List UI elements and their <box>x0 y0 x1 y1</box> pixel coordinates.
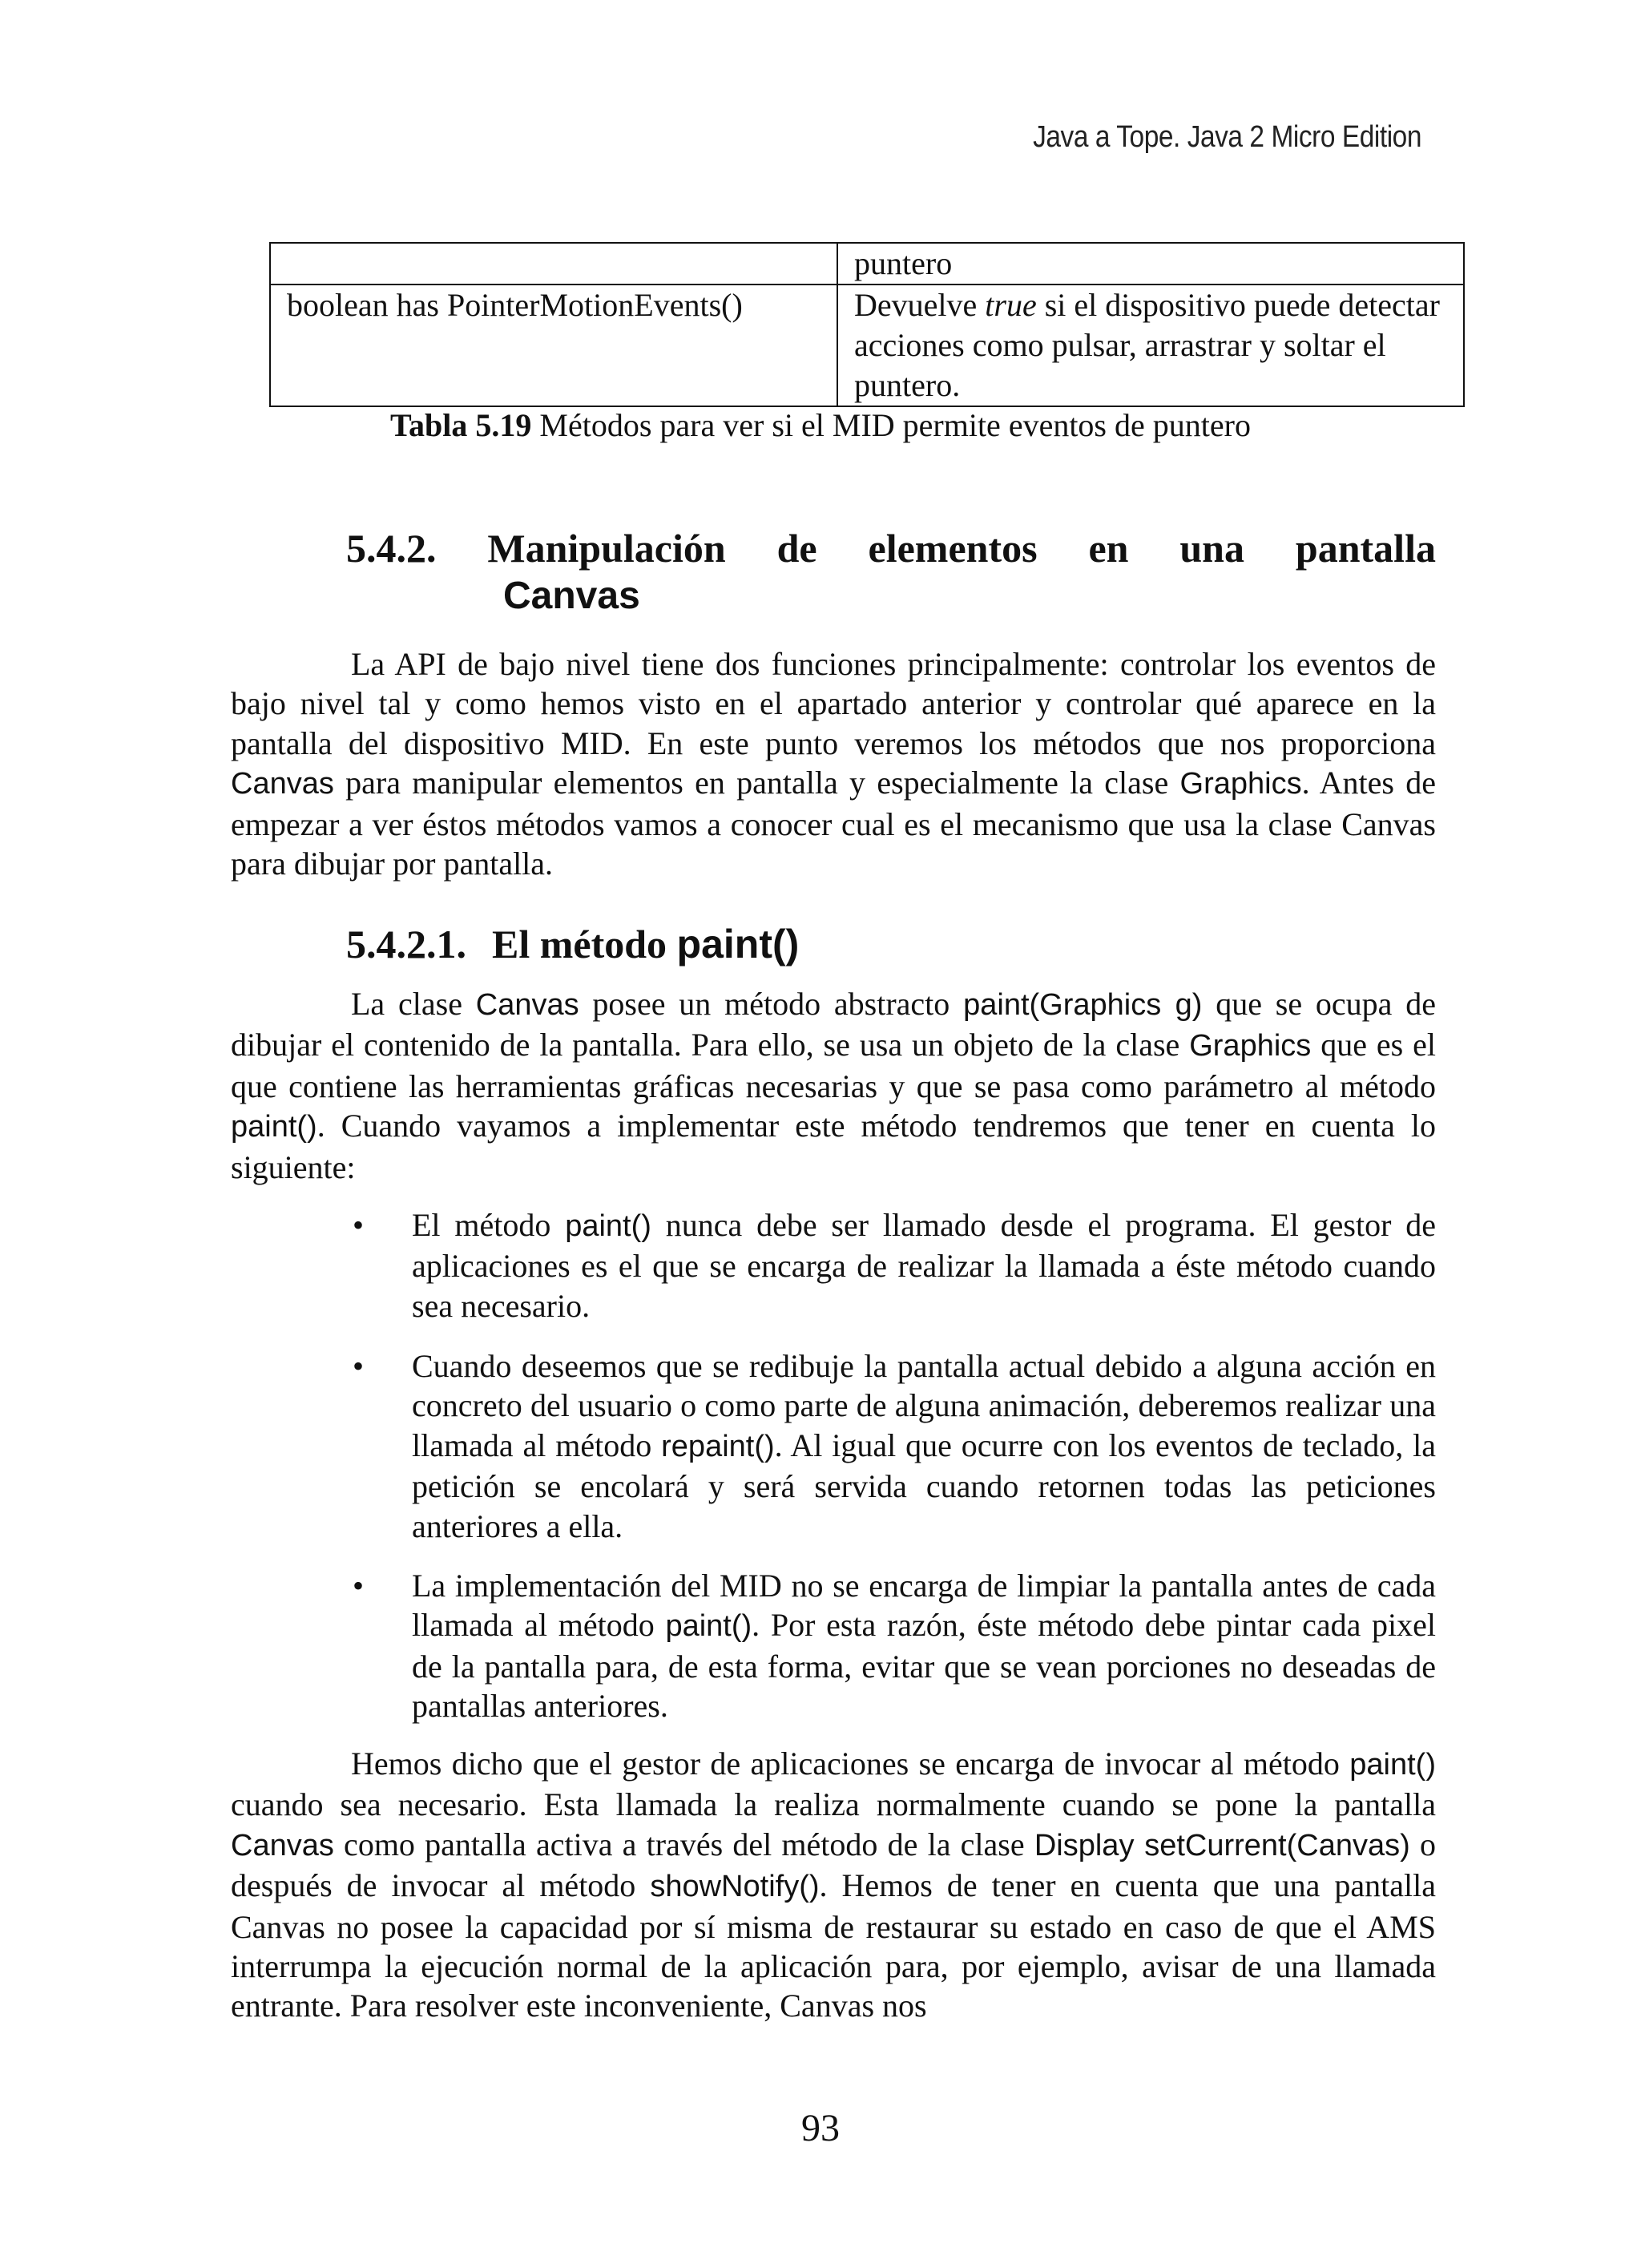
heading-word: elementos <box>868 526 1038 571</box>
bullet-icon: • <box>353 1348 365 1384</box>
text-run: . Hemos de tener en cuenta que una pantalla Canvas no posee la capacidad por sí misma de restaurar su estado en caso de que el AMS interrumpa la ejecución normal de la aplicación para, por ejemplo, avisar de una llamada entrante. Para resolver este inconveniente, Canvas nos <box>231 1867 1436 2024</box>
text-run: . Al igual que ocurre con los eventos de teclado, la petición se encolará y será servida cuando retornen todas las peticiones anteriores a ella. <box>412 1427 1437 1544</box>
code-term: paint(Graphics g) <box>963 988 1203 1022</box>
subsection-title: El método <box>492 922 677 967</box>
list-item <box>345 1566 1436 1726</box>
bullet-list <box>345 1566 1436 1726</box>
text-run: La API de bajo nivel tiene dos funciones principalmente: controlar los eventos de bajo nivel tal y como hemos visto en el apartado anterior y controlar qué aparece en la pantalla del dispositivo MID. En este punto veremos los métodos que nos proporciona <box>231 646 1436 761</box>
caption-label: Tabla 5.19 <box>390 407 532 443</box>
text-run: o después de invocar al método <box>231 1826 1436 1904</box>
code-term: paint() <box>676 922 800 967</box>
text-run: . Cuando vayamos a implementar este método tendremos que tener en cuenta lo siguiente: <box>231 1108 1436 1185</box>
text-run: . Por esta razón, éste método debe pintar cada pixel de la pantalla para, de esta forma, evitar que se vean porciones no deseadas de pantallas anteriores. <box>412 1607 1436 1725</box>
section-number: 5.4.2. <box>346 526 437 571</box>
code-term: paint() <box>1349 1748 1436 1782</box>
code-term: showNotify() <box>650 1870 820 1904</box>
table-cell-description <box>837 285 1464 406</box>
text-run: para manipular elementos en pantalla y especialmente la clase <box>333 765 1180 801</box>
bullet-list <box>345 1205 1436 1326</box>
subsection-number: 5.4.2.1. <box>346 922 466 967</box>
methods-table <box>269 242 1465 407</box>
caption-text: Métodos para ver si el MID permite eventos de puntero <box>531 407 1251 443</box>
text-run: como pantalla activa a través del método de la clase <box>333 1826 1034 1862</box>
text-run: que se ocupa de dibujar el contenido de la pantalla. Para ello, se usa un objeto de la clase <box>231 986 1436 1063</box>
code-term: Canvas <box>231 767 334 801</box>
text-run: La clase <box>351 986 476 1022</box>
heading-word: de <box>776 526 817 571</box>
section-title-line2: Canvas <box>503 575 640 617</box>
code-term: Graphics <box>1189 1029 1312 1063</box>
code-term: Graphics <box>1179 767 1302 801</box>
emphasis: true <box>985 287 1037 323</box>
text-run: cuando sea necesario. Esta llamada la realiza normalmente cuando se pone la pantalla <box>231 1786 1436 1823</box>
running-header: Java a Tope. Java 2 Micro Edition <box>1033 120 1421 154</box>
page-number: 93 <box>801 2107 840 2149</box>
table-row <box>270 285 1464 406</box>
text-run: . Antes de empezar a ver éstos métodos vamos a conocer cual es el mecanismo que usa la clase Canvas para dibujar por pantalla. <box>231 765 1437 882</box>
table-caption <box>0 406 1641 446</box>
list-item <box>345 1205 1436 1326</box>
paragraph <box>231 1744 1436 2026</box>
code-term: Canvas <box>231 1828 334 1862</box>
text-run: El método <box>412 1207 566 1243</box>
bullet-icon: • <box>353 1207 365 1243</box>
paragraph <box>231 984 1436 1187</box>
code-term: paint() <box>231 1110 317 1144</box>
heading-word: en <box>1088 526 1129 571</box>
code-term: paint() <box>565 1209 651 1243</box>
code-term: paint() <box>665 1609 752 1644</box>
table-cell-method <box>270 243 837 285</box>
table-cell-description: puntero <box>837 243 1464 285</box>
section-heading <box>346 524 1436 620</box>
text-run: si el dispositivo puede detectar acciones como pulsar, arrastrar y soltar el puntero. <box>854 287 1440 403</box>
code-term: Display setCurrent(Canvas) <box>1034 1828 1410 1862</box>
code-term: repaint() <box>661 1429 775 1463</box>
subsection-heading <box>346 920 1436 968</box>
heading-word: una <box>1179 526 1244 571</box>
bullet-list <box>345 1346 1436 1546</box>
text-run: Devuelve <box>854 287 986 323</box>
code-term: Canvas <box>475 988 579 1022</box>
list-item <box>345 1346 1436 1546</box>
text-run: La implementación del MID no se encarga de limpiar la pantalla antes de cada llamada al método <box>412 1568 1436 1644</box>
heading-word: pantalla <box>1295 526 1436 571</box>
bullet-icon: • <box>353 1568 365 1604</box>
text-run: nunca debe ser llamado desde el programa. El gestor de aplicaciones es el que se encarga de realizar la llamada a éste método cuando sea necesario. <box>412 1207 1437 1324</box>
text-run: Cuando deseemos que se redibuje la pantalla actual debido a alguna acción en concreto del usuario o como parte de alguna animación, deberemos realizar una llamada al método <box>412 1348 1436 1463</box>
text-run: Hemos dicho que el gestor de aplicaciones se encarga de invocar al método <box>351 1745 1350 1782</box>
text-run: posee un método abstracto <box>579 986 964 1022</box>
heading-word: Manipulación <box>487 526 726 571</box>
paragraph <box>231 644 1436 883</box>
text-run: que es el que contiene las herramientas gráficas necesarias y que se pasa como parámetro al método <box>231 1027 1436 1104</box>
table-row <box>270 243 1464 285</box>
table-cell-method: boolean has PointerMotionEvents() <box>270 285 837 406</box>
